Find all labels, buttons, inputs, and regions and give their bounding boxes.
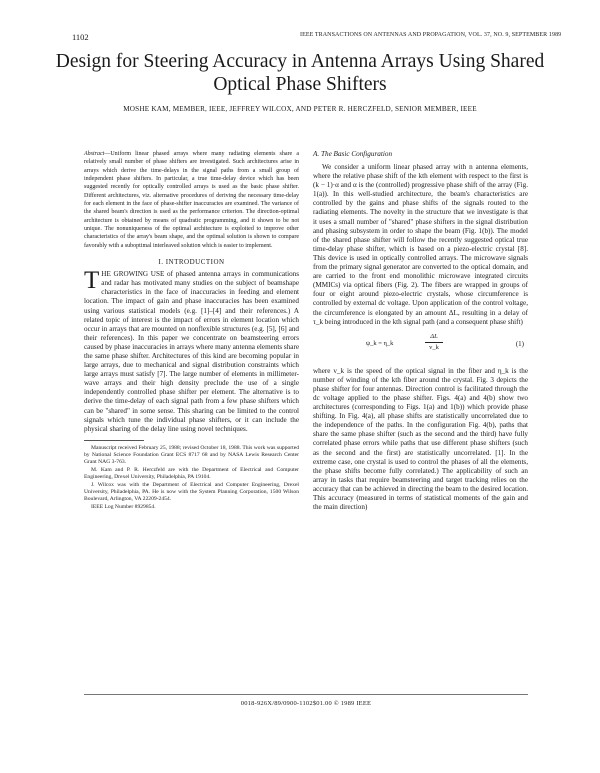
footnote-rule	[84, 440, 144, 441]
footer-rule	[84, 694, 528, 695]
journal-running-head: IEEE TRANSACTIONS ON ANTENNAS AND PROPAGATION, VOL. 37, NO. 9, SEPTEMBER 1989	[300, 32, 562, 38]
introduction-heading: I. INTRODUCTION	[158, 258, 225, 267]
paper-title: Design for Steering Accuracy in Antenna Arrays Using Shared Optical Phase Shifters	[55, 51, 545, 95]
equation-fraction	[425, 332, 443, 353]
equation-lhs: ψ_k = η_k	[366, 339, 394, 347]
basic-config-paragraph-1: We consider a uniform linear phased array with n antenna elements, where the relative phase shift of the kth element with respect to the first is (k − 1)·α and α is the (controlled) progressive phase shift of the array (Fig. 1(a)). In this well-studied architecture, the beam's characteristics are controlled by the gains and phase shifts of the signals routed to the radiating elements. The novelty in the structure that we investigate is that it uses a small number of "shared" phase shifters in the signal distribution and phasing subsystem in order to shape the beam (Fig. 1(b)). The model of the shared phase shifter will follow the recently suggested optical true time-delay phase shifter, which is based on a piezo-electric crystal [8]. This device is used in optically controlled arrays. The microwave signals from the primary signal generator are converted to the optical domain, and are carried to the front end monolithic microwave integrated circuits (MMICs) via optical fibers (Fig. 2). The fibers are wrapped in groups of four or eight around piezo-electric crystals, whose circumference is controlled by external dc voltage. Upon application of the control voltage, the circumference is elongated by an amount ΔL, resulting in a delay of τ_k being introduced in the kth signal path (and a consequent phase shift)	[313, 163, 528, 326]
basic-config-paragraph-2: where v_k is the speed of the optical signal in the fiber and η_k is the number of winding of the kth fiber around the crystal. Fig. 3 depicts the phase shifter for four antennas. Direction control is facilitated through the dc voltage applied to the phase shifter. Figs. 4(a) and 4(b) show two architectures (corresponding to Figs. 1(a) and 1(b)) which provide phase shifting. In Fig. 4(a), all phase shifts are statistically uncorrelated due to the independence of the paths. In the configuration Fig. 4(b), paths that share the same phase shifter (such as the second and the third) have fully correlated phase errors while paths that use different phase shifters (such as the second and the first) are statistically uncorrelated. [1]. In the extreme case, one crystal is used to control the phases of all the elements, the phase shifts become fully correlated.) The applicability of such an array in tasks that require beamsteering and target tracking relies on the accuracy that can be achieved in directing the beam to the desired location. This accuracy (measured in terms of statistical moments of the gain and the main direction)	[313, 366, 528, 512]
footnote-manuscript: Manuscript received February 25, 1988; revised October 18, 1988. This work was supported by National Science Foundation Grant ECS 8717 68 and by NASA Lewis Research Center Grant NAG 3-763.	[84, 444, 299, 465]
footnote-log-number: IEEE Log Number 8929854.	[91, 503, 156, 510]
introduction-text: HE GROWING USE of phased antenna arrays in communications and radar has motivated many studies on the subject of beamshape characteristics in the face of inaccuracies in feeding and element location. The impact of gain and phase inaccuracies has been examined using various statistical models (e.g. [1]–[4] and their references.) A related topic of interest is the impact of errors in element location which occur in arrays that are mounted on nonflexible structures (e.g. [5], [6] and their references). In this paper we concentrate on beamsteering errors caused by phase inaccuracies in arrays where many antenna elements share the same phase shifter. Architectures of this kind are becoming popular in large arrays, due to mechanical and signal distribution constraints which large arrays must satisfy [7]. The large number of elements in millimeter-wave arrays and their high density preclude the use of a single independently controlled phase shifter per element. The alternative is to derive the time-delay of each signal path from a few phase shifters which can be "shared" in some sense. This sharing can be limited to the control signals which tune the individual phase shifters, or it can include the physical sharing of the delay line using novel techniques.	[84, 270, 299, 433]
copyright-footer: 0018-926X/89/0900-1102$01.00 © 1989 IEEE	[240, 700, 372, 707]
right-column	[313, 150, 528, 512]
abstract-label: Abstract	[84, 151, 105, 157]
drop-cap: T	[84, 267, 100, 295]
equation-1	[313, 331, 528, 361]
abstract-text: —Uniform linear phased arrays where many radiating elements share a relatively small number of phase shifters are investigated. Such architectures arise in arrays which derive the time-delays in the signal paths from a small group of independent phase shifters. In particular, a true time-delay device which has been suggested recently for optically controlled arrays is used as the basic phase shifter. Different architectures, viz. alternative procedures of deriving the necessary time-delay for each element in the face of phase-shifter inaccuracies are examined. The variance of the shared beam's direction is used as the performance criterion. The direction-optimal architecture is obtained by means of quadratic programming, and it shown to be not unique. The nonuniqueness of the optimal architecture is exploited to improve other characteristics of the array's beam shape, and the optimal solution is shown to compare favorably with a suboptimal interleaved solution which is easier to implement.	[84, 151, 299, 249]
footnote-kam-herczfeld: M. Kam and P. R. Herczfeld are with the Department of Electrical and Computer Engineering, Drexel University, Philadelphia, PA 19104.	[84, 466, 299, 480]
equation-numerator: ΔL	[425, 332, 443, 343]
equation-denominator: v_k	[429, 343, 439, 351]
left-column	[84, 150, 299, 512]
subsection-heading: A. The Basic Configuration	[313, 150, 393, 158]
author-line: MOSHE KAM, MEMBER, IEEE, JEFFREY WILCOX, AND PETER R. HERCZFELD, SENIOR MEMBER, IEEE	[123, 105, 477, 113]
equation-number: (1)	[515, 339, 524, 348]
footnote-wilcox: J. Wilcox was with the Department of Electrical and Computer Engineering, Drexel University, Philadelphia, PA. He is now with the System Planning Corporation, 1500 Wilson Boulevard, Arlington, VA 22209-2454.	[84, 481, 299, 502]
introduction-paragraph	[84, 267, 299, 434]
page-number: 1102	[72, 32, 89, 42]
abstract	[84, 150, 299, 250]
